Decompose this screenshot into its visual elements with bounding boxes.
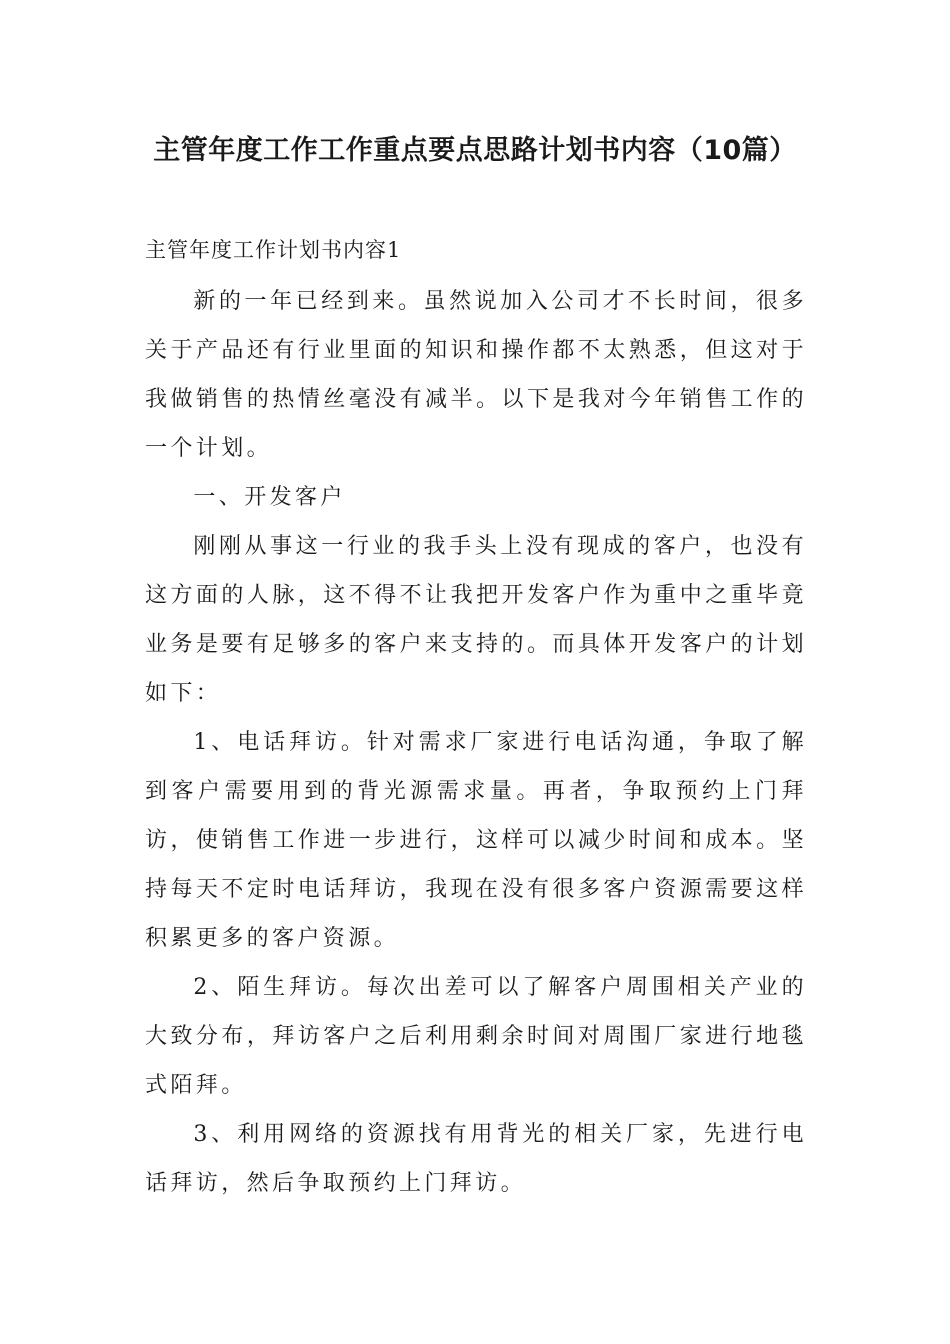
paragraph-cold-visit: 2、陌生拜访。每次出差可以了解客户周围相关产业的大致分布，拜访客户之后利用剩余时间对周围厂家进行地毯式陌拜。: [145, 975, 807, 1098]
paragraph-network-resources: 3、利用网络的资源找有用背光的相关厂家，先进行电话拜访，然后争取预约上门拜访。: [145, 1122, 807, 1196]
document-title: 主管年度工作工作重点要点思路计划书内容（10篇）: [153, 135, 797, 166]
paragraph-intro: 新的一年已经到来。虽然说加入公司才不长时间，很多关于产品还有行业里面的知识和操作都不太熟悉，但这对于我做销售的热情丝毫没有减半。以下是我对今年销售工作的一个计划。: [145, 289, 807, 461]
paragraph-phone-visit: 1、电话拜访。针对需求厂家进行电话沟通，争取了解到客户需要用到的背光源需求量。再者，争取预约上门拜访，使销售工作进一步进行，这样可以减少时间和成本。坚持每天不定时电话拜访，我现在没有很多客户资源需要这样积累更多的客户资源。: [145, 730, 807, 951]
section-heading-develop-customers: 一、开发客户: [193, 485, 346, 510]
section-subtitle: 主管年度工作计划书内容1: [145, 238, 402, 262]
document-body: [145, 235, 807, 1208]
paragraph-develop-customers: 刚刚从事这一行业的我手头上没有现成的客户，也没有这方面的人脉，这不得不让我把开发客户作为重中之重毕竟业务是要有足够多的客户来支持的。而具体开发客户的计划如下：: [145, 534, 807, 706]
